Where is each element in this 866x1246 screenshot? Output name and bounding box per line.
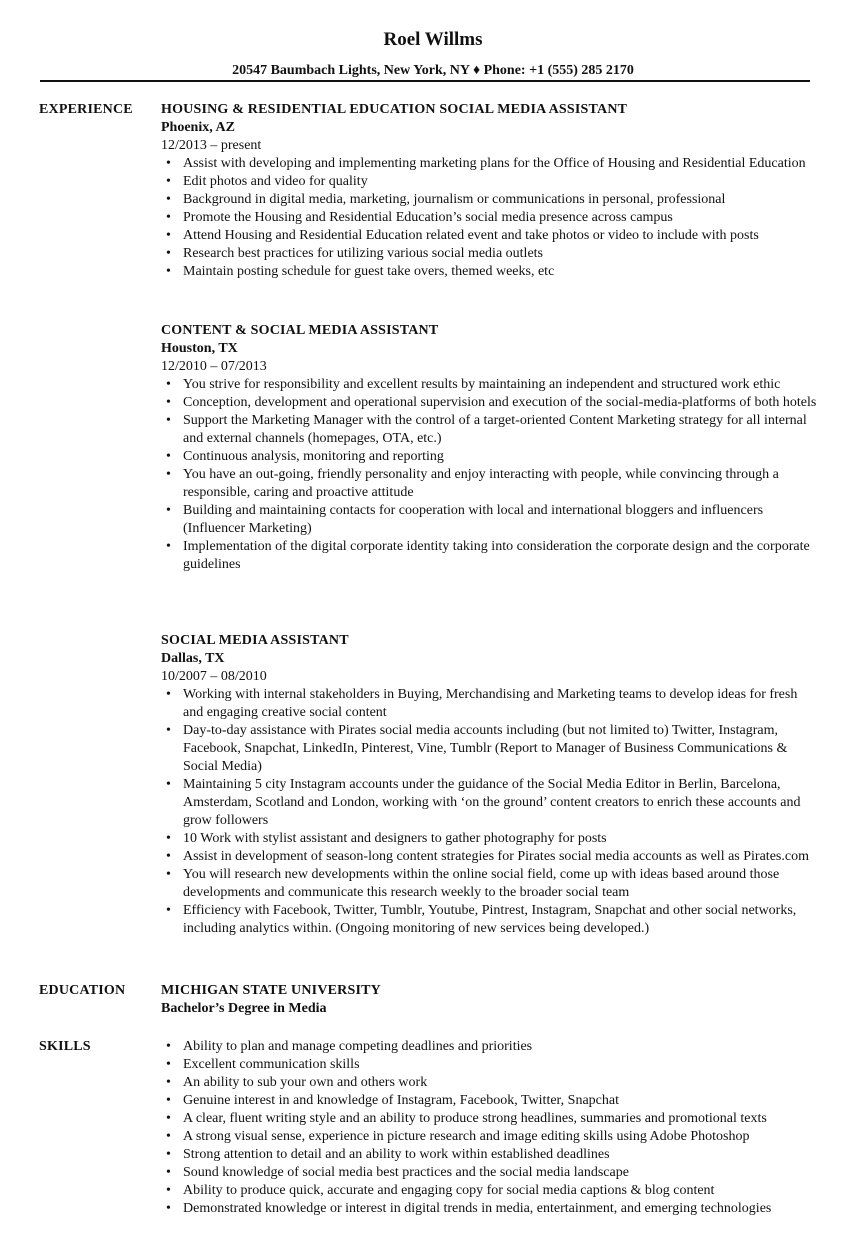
list-item: • A strong visual sense, experience in picture research and image editing skills using Adobe Photoshop [161,1128,821,1146]
list-item: • Efficiency with Facebook, Twitter, Tumblr, Youtube, Pintrest, Instagram, Snapchat and other social networks, including analytics within. (Ongoing monitoring of new services being developed.) [161,902,821,938]
job-entry-2 [161,322,821,574]
list-item: • Maintaining 5 city Instagram accounts under the guidance of the Social Media Editor in Berlin, Barcelona, Amsterdam, Scotland and London, working with ‘on the ground’ content creators to enrich these accounts and grow followers [161,776,821,830]
skills-list [161,1038,821,1218]
list-item: • Continuous analysis, monitoring and reporting [161,448,821,466]
skills-list-container [161,1038,821,1218]
list-item: • Assist with developing and implementing marketing plans for the Office of Housing and Residential Education [161,155,821,173]
skills-section-label: SKILLS [39,1039,91,1054]
header-divider [40,80,810,82]
list-item: • Ability to produce quick, accurate and engaging copy for social media captions & blog content [161,1182,821,1200]
list-item: • Attend Housing and Residential Education related event and take photos or video to include with posts [161,227,821,245]
candidate-name: Roel Willms [383,29,483,50]
list-item: • Genuine interest in and knowledge of Instagram, Facebook, Twitter, Snapchat [161,1092,821,1110]
school-name: MICHIGAN STATE UNIVERSITY [161,983,381,998]
list-item: • You have an out-going, friendly personality and enjoy interacting with people, while convincing through a responsible, caring and proactive attitude [161,466,821,502]
list-item: • You strive for responsibility and excellent results by maintaining an independent and structured work ethic [161,376,821,394]
job-title: SOCIAL MEDIA ASSISTANT [161,633,349,648]
list-item: • Conception, development and operational supervision and execution of the social-media-platforms of both hotels [161,394,821,412]
job-dates: 10/2007 – 08/2010 [161,669,267,684]
list-item: • Promote the Housing and Residential Education’s social media presence across campus [161,209,821,227]
list-item: • 10 Work with stylist assistant and designers to gather photography for posts [161,830,821,848]
list-item: • An ability to sub your own and others work [161,1074,821,1092]
education-entry [161,982,821,1018]
job-entry-1 [161,101,821,281]
list-item: • Assist in development of season-long content strategies for Pirates social media accounts as well as Pirates.com [161,848,821,866]
job-location: Dallas, TX [161,651,225,666]
list-item: • Implementation of the digital corporate identity taking into consideration the corporate design and the corporate guidelines [161,538,821,574]
job-title: CONTENT & SOCIAL MEDIA ASSISTANT [161,323,439,338]
job-entry-3 [161,632,821,938]
resume-header [0,28,866,52]
job-dates: 12/2010 – 07/2013 [161,359,267,374]
degree: Bachelor’s Degree in Media [161,1001,327,1016]
list-item: • Strong attention to detail and an ability to work within established deadlines [161,1146,821,1164]
education-section-label: EDUCATION [39,983,126,998]
list-item: • Support the Marketing Manager with the control of a target-oriented Content Marketing strategy for all internal and external channels (homepages, OTA, etc.) [161,412,821,448]
list-item: • Research best practices for utilizing various social media outlets [161,245,821,263]
list-item: • Ability to plan and manage competing deadlines and priorities [161,1038,821,1056]
list-item: • Edit photos and video for quality [161,173,821,191]
list-item: • You will research new developments within the online social field, come up with ideas based around those developments and communicate this research weekly to the broader social team [161,866,821,902]
contact-line: 20547 Baumbach Lights, New York, NY ♦ Phone: +1 (555) 285 2170 [232,63,634,78]
job-location: Houston, TX [161,341,238,356]
list-item: • Day-to-day assistance with Pirates social media accounts including (but not limited to) Twitter, Instagram, Facebook, Snapchat, LinkedIn, Pinterest, Vine, Tumblr (Report to Manager of Business Communications & Social Media) [161,722,821,776]
list-item: • Sound knowledge of social media best practices and the social media landscape [161,1164,821,1182]
job-bullets [161,686,821,938]
list-item: • A clear, fluent writing style and an ability to produce strong headlines, summaries and promotional texts [161,1110,821,1128]
list-item: • Background in digital media, marketing, journalism or communications in personal, professional [161,191,821,209]
job-bullets [161,376,821,574]
job-title: HOUSING & RESIDENTIAL EDUCATION SOCIAL MEDIA ASSISTANT [161,102,628,117]
list-item: • Working with internal stakeholders in Buying, Merchandising and Marketing teams to develop ideas for fresh and engaging creative social content [161,686,821,722]
job-bullets [161,155,821,281]
list-item: • Excellent communication skills [161,1056,821,1074]
job-dates: 12/2013 – present [161,138,262,153]
list-item: • Maintain posting schedule for guest take overs, themed weeks, etc [161,263,821,281]
experience-section-label: EXPERIENCE [39,102,133,117]
list-item: • Demonstrated knowledge or interest in digital trends in media, entertainment, and emerging technologies [161,1200,821,1218]
list-item: • Building and maintaining contacts for cooperation with local and international bloggers and influencers (Influencer Marketing) [161,502,821,538]
job-location: Phoenix, AZ [161,120,235,135]
